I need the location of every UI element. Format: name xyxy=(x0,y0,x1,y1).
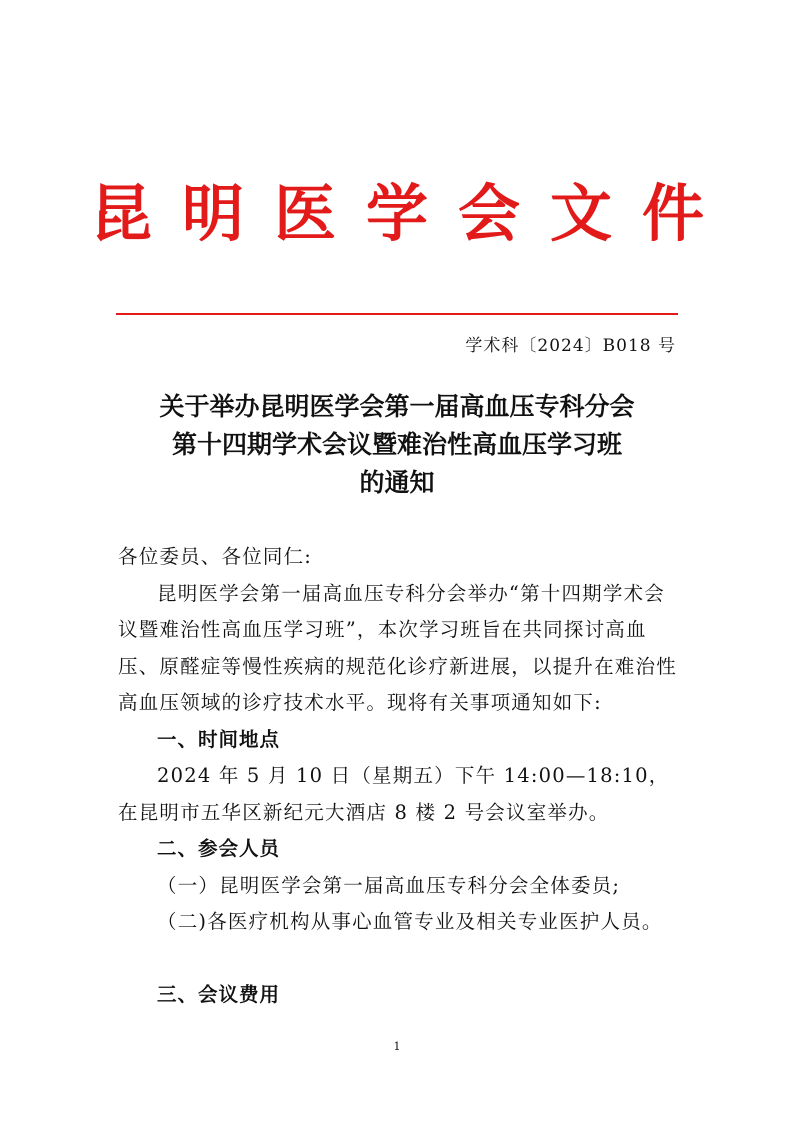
title-line-3: 的通知 xyxy=(359,468,435,497)
attendee-item-1: （一）昆明医学会第一届高血压专科分会全体委员; xyxy=(157,873,621,897)
title-line-2: 第十四期学术会议暨难治性高血压学习班 xyxy=(171,430,622,459)
spacer xyxy=(118,941,684,977)
masthead-title: 昆明医学会文件 xyxy=(89,177,734,250)
section-heading-time-place: 一、时间地点 xyxy=(157,727,281,751)
intro-paragraph: 昆明医学会第一届高血压专科分会举办“第十四期学术会议暨难治性高血压学习班”，本次学习班旨在共同探讨高血压、原醛症等慢性疾病的规范化诊疗新进展，以提升在难治性高血压领域的诊疗技术水平。现将有关事项通知如下: xyxy=(118,581,677,714)
salutation: 各位委员、各位同仁: xyxy=(118,545,313,568)
time-place-paragraph: 2024 年 5 月 10 日（星期五）下午 14:00—18:10，在昆明市五华区新纪元大酒店 8 楼 2 号会议室举办。 xyxy=(118,764,670,824)
title-line-1: 关于举办昆明医学会第一届高血压专科分会 xyxy=(159,392,635,421)
document-number: 学术科〔2024〕B018 号 xyxy=(465,336,676,356)
page-number: 1 xyxy=(393,1040,401,1053)
red-divider-line xyxy=(116,313,678,315)
notice-body xyxy=(118,539,684,1013)
notice-title xyxy=(0,388,794,502)
section-heading-attendees: 二、参会人员 xyxy=(157,837,281,860)
attendee-item-2: （二)各医疗机构从事心血管专业及相关专业医护人员。 xyxy=(157,910,663,933)
section-heading-fees: 三、会议费用 xyxy=(157,982,281,1006)
